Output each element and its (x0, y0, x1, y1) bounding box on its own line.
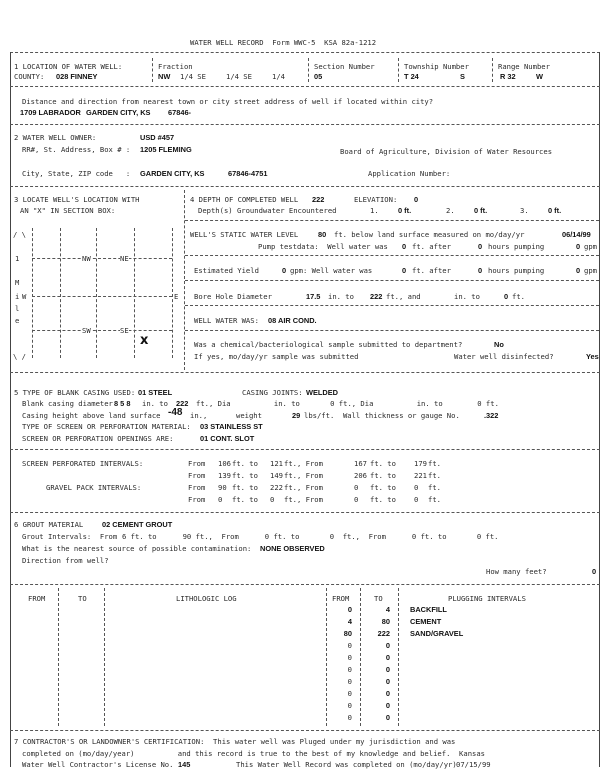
how-many-value: 0 (592, 567, 597, 576)
bore-ft-label: ft. (512, 292, 525, 301)
screen-type: 03 STAINLESS ST (200, 422, 263, 431)
quarter-1: 1/4 SE (180, 72, 206, 81)
interval-label: ft. to (370, 495, 396, 504)
owner-street: 1205 FLEMING (140, 145, 192, 154)
openings-label: SCREEN OR PERFORATION OPENINGS ARE: (22, 434, 174, 443)
township-label: Township Number (404, 62, 469, 71)
s7-line-3a: Water Well Contractor's License No. (22, 760, 174, 769)
weight-value: 29 (292, 411, 301, 420)
grid-e: E (174, 292, 179, 301)
interval-label: ft. (428, 459, 441, 468)
interval-value: 0 (354, 483, 359, 492)
county-label: COUNTY: (14, 72, 45, 81)
elevation-label: ELEVATION: (354, 195, 398, 204)
plug-to: 222 (377, 629, 390, 638)
s6-label: 6 GROUT MATERIAL (14, 520, 84, 529)
yield-label: Estimated Yield (194, 266, 259, 275)
interval-label: ft., From (284, 471, 323, 480)
grout-line: 6 ft. to 90 ft., From 0 ft. to 0 ft., From 0 ft. to 0 ft. (122, 532, 499, 541)
bore-to-label: in. to (328, 292, 354, 301)
left-border (10, 52, 11, 767)
interval-label: ft. to (232, 459, 258, 468)
plug-to: 0 (385, 713, 390, 722)
section-value: 05 (314, 72, 323, 81)
water-was: 08 AIR COND. (268, 316, 317, 325)
grid-ne: NE (120, 254, 129, 263)
plug-to: 4 (385, 605, 390, 614)
bore-label: Bore Hole Diameter (194, 292, 272, 301)
county-value: 028 FINNEY (56, 72, 98, 81)
interval-value: 221 (414, 471, 427, 480)
interval-label: From (188, 459, 206, 468)
interval-value: 0 (354, 495, 359, 504)
direction-label: Direction from well? (22, 556, 109, 565)
gauge-value: .322 (484, 411, 499, 420)
form-title: WATER WELL RECORD Form WWC-5 KSA 82a-1212 (190, 38, 377, 47)
plug-to: 0 (385, 665, 390, 674)
weight-unit: lbs/ft. Wall thickness or gauge No. (304, 411, 460, 420)
interval-label: ft. (428, 483, 441, 492)
blank-rest: ft., Dia in. to 0 ft., Dia in. to 0 ft. (196, 399, 499, 408)
board-label: Board of Agriculture, Division of Water Resources (340, 147, 553, 156)
height-label: Casing height above land surface (22, 411, 161, 420)
plug-from-header: FROM (332, 594, 350, 603)
yield-end: 0 (576, 266, 581, 275)
interval-value: 0 (414, 495, 419, 504)
interval-label: From (188, 471, 206, 480)
range-label: Range Number (498, 62, 550, 71)
interval-label: ft. to (370, 459, 396, 468)
right-border (599, 52, 600, 767)
plug-to: 0 (385, 641, 390, 650)
side-letter-1: 1 (15, 254, 20, 263)
plug-description: CEMENT (410, 617, 442, 626)
interval-label: From (188, 495, 206, 504)
joints: WELDED (306, 388, 339, 397)
height-in: in., (190, 411, 208, 420)
sample-label: If yes, mo/day/yr sample was submitted (194, 352, 359, 361)
static-label: WELL'S STATIC WATER LEVEL (190, 230, 299, 239)
side-letter-l: l (15, 304, 20, 313)
plug-from: 80 (343, 629, 352, 638)
license-number: 145 (178, 760, 191, 769)
plug-to: 0 (385, 689, 390, 698)
plug-title: PLUGGING INTERVALS (448, 594, 526, 603)
s1-label: 1 LOCATION OF WATER WELL: (14, 62, 123, 71)
interval-label: ft., From (284, 483, 323, 492)
casing-type: 01 STEEL (138, 388, 173, 397)
log-from-header: FROM (28, 594, 46, 603)
elevation-value: 0 (414, 195, 419, 204)
joints-label: CASING JOINTS: (242, 388, 303, 397)
interval-label: ft. to (232, 495, 258, 504)
owner-value: USD #457 (140, 133, 175, 142)
township-dir: S (460, 72, 465, 81)
depth-value: 222 (312, 195, 325, 204)
fraction-nw: NW (158, 72, 171, 81)
side-letter-arrow-down: \ / (13, 352, 26, 361)
interval-label: ft. to (232, 483, 258, 492)
plug-from: 4 (347, 617, 352, 626)
pump-hours: 0 (478, 242, 483, 251)
yield-gpm: 0 (282, 266, 287, 275)
blank-depth: 222 (176, 399, 189, 408)
contam-value: NONE OBSERVED (260, 544, 325, 553)
plug-from: 0 (347, 605, 352, 614)
plug-to: 80 (381, 617, 390, 626)
static-level: 80 (318, 230, 327, 239)
yield-hours: 0 (478, 266, 483, 275)
rr-label: RR#, St. Address, Box # : (22, 145, 131, 154)
interval-label: From (188, 483, 206, 492)
bore-ft: 0 (504, 292, 509, 301)
range-r: R 32 (500, 72, 516, 81)
log-title: LITHOLOGIC LOG (176, 594, 237, 603)
gravel-label: GRAVEL PACK INTERVALS: (46, 483, 142, 492)
weight-label: weight (236, 411, 262, 420)
s7-line-2: completed on (mo/day/year) and this record is true to the best of my knowledge and belief. Kansas (22, 749, 486, 758)
interval-value: 0 (414, 483, 419, 492)
address-city: GARDEN CITY, KS (86, 108, 151, 117)
gw-2: 0 ft. (474, 206, 488, 215)
interval-value: 139 (218, 471, 231, 480)
interval-value: 206 (354, 471, 367, 480)
side-letter-m: M (15, 278, 20, 287)
grout-material: 02 CEMENT GROUT (102, 520, 173, 529)
plug-from: 0 (347, 689, 352, 698)
address-zip: 67846- (168, 108, 192, 117)
csz-label: City, State, ZIP code : (22, 169, 131, 178)
screen-type-label: TYPE OF SCREEN OR PERFORATION MATERIAL: (22, 422, 191, 431)
blank-to: in. to (142, 399, 168, 408)
plug-from: 0 (347, 641, 352, 650)
interval-value: 222 (270, 483, 283, 492)
fraction-label: Fraction (158, 62, 193, 71)
grid-nw: NW (82, 254, 91, 263)
plug-description: BACKFILL (410, 605, 447, 614)
s7-line-1: 7 CONTRACTOR'S OR LANDOWNER'S CERTIFICATION: This water well was Pluged under my jurisdiction and was (14, 737, 456, 746)
plug-from: 0 (347, 701, 352, 710)
interval-label: ft. to (232, 471, 258, 480)
side-letter-i: i (15, 292, 20, 301)
side-letter-e: e (15, 316, 20, 325)
plug-from: 0 (347, 713, 352, 722)
gpm-label: gpm (584, 242, 597, 251)
yield-after: ft. after (412, 266, 451, 275)
yield-was: 0 (402, 266, 407, 275)
pump-was: 0 (402, 242, 407, 251)
gw-2-label: 2. (446, 206, 455, 215)
app-number-label: Application Number: (368, 169, 451, 178)
plug-from: 0 (347, 665, 352, 674)
disinfected: Yes (586, 352, 599, 361)
plug-to-header: TO (374, 594, 383, 603)
s3-label-2: AN "X" IN SECTION BOX: (20, 206, 116, 215)
pump-hours-label: hours pumping (488, 242, 545, 251)
interval-label: ft. (428, 495, 441, 504)
completed-date: 07/15/99 (456, 760, 491, 769)
gw-1: 0 ft. (398, 206, 412, 215)
plug-description: SAND/GRAVEL (410, 629, 464, 638)
plug-from: 0 (347, 653, 352, 662)
s5-label: 5 TYPE OF BLANK CASING USED: (14, 388, 136, 397)
plug-to: 0 (385, 653, 390, 662)
static-tail: ft. below land surface measured on mo/day/yr (334, 230, 525, 239)
grid-w: W (22, 292, 27, 301)
interval-value: 106 (218, 459, 231, 468)
gw-3-label: 3. (520, 206, 529, 215)
section-x-mark: x (140, 333, 149, 348)
interval-value: 0 (270, 495, 275, 504)
plug-to: 0 (385, 701, 390, 710)
yield-mid: gpm: Well water was (290, 266, 373, 275)
bore-and: ft., and (386, 292, 421, 301)
township-t: T 24 (404, 72, 419, 81)
s7-line-3b: This Water Well Record was completed on (mo/day/yr) (236, 760, 457, 769)
s3-label-1: 3 LOCATE WELL'S LOCATION WITH (14, 195, 140, 204)
yield-hours-label: hours pumping (488, 266, 545, 275)
s2-label: 2 WATER WELL OWNER: (14, 133, 97, 142)
interval-value: 149 (270, 471, 283, 480)
range-dir: W (536, 72, 543, 81)
disinfected-label: Water well disinfected? (454, 352, 554, 361)
grid-sw: SW (82, 326, 91, 335)
interval-value: 121 (270, 459, 283, 468)
gw-3: 0 ft. (548, 206, 562, 215)
interval-label: ft., From (284, 495, 323, 504)
contam-label: What is the nearest source of possible contamination: (22, 544, 252, 553)
chem-label: Was a chemical/bacteriological sample submitted to department? (194, 340, 463, 349)
side-letter-arrow-up: / \ (13, 230, 26, 239)
bore-depth: 222 (370, 292, 383, 301)
distance-label: Distance and direction from nearest town or city street address of well if located within city? (22, 97, 434, 106)
gw-1-label: 1. (370, 206, 379, 215)
blank-dia: 8 5 8 (114, 399, 131, 408)
address-line: 1709 LABRADOR (20, 108, 81, 117)
static-date: 06/14/99 (562, 230, 591, 239)
how-many-label: How many feet? (486, 567, 547, 576)
quarter-3: 1/4 (272, 72, 285, 81)
grid-se: SE (120, 326, 129, 335)
interval-label: ft., From (284, 459, 323, 468)
interval-label: ft. to (370, 483, 396, 492)
top-border (10, 52, 600, 53)
plug-from: 0 (347, 677, 352, 686)
grout-intervals-label: Grout Intervals: From (22, 532, 118, 541)
interval-value: 167 (354, 459, 367, 468)
log-to-header: TO (78, 594, 87, 603)
owner-city: GARDEN CITY, KS (140, 169, 205, 178)
yield-gpm-label: gpm (584, 266, 597, 275)
gw-label: Depth(s) Groundwater Encountered (198, 206, 337, 215)
openings: 01 CONT. SLOT (200, 434, 255, 443)
pump-after: ft. after (412, 242, 451, 251)
interval-value: 0 (218, 495, 223, 504)
owner-zip: 67846-4751 (228, 169, 268, 178)
screen-intervals-label: SCREEN PERFORATED INTERVALS: (22, 459, 144, 468)
quarter-2: 1/4 SE (226, 72, 252, 81)
bore-dia: 17.5 (306, 292, 321, 301)
plug-to: 0 (385, 677, 390, 686)
interval-label: ft. (428, 471, 441, 480)
pump-label: Pump testdata: Well water was (258, 242, 388, 251)
water-was-label: WELL WATER WAS: (194, 316, 259, 325)
pump-gpm: 0 (576, 242, 581, 251)
interval-value: 179 (414, 459, 427, 468)
chem-answer: No (494, 340, 504, 349)
blank-dia-label: Blank casing diameter (22, 399, 113, 408)
interval-label: ft. to (370, 471, 396, 480)
interval-value: 90 (218, 483, 227, 492)
section-label: Section Number (314, 62, 375, 71)
bore-in-to: in. to (454, 292, 480, 301)
height-value: -48 (168, 407, 183, 418)
s4-depth-label: 4 DEPTH OF COMPLETED WELL (190, 195, 299, 204)
